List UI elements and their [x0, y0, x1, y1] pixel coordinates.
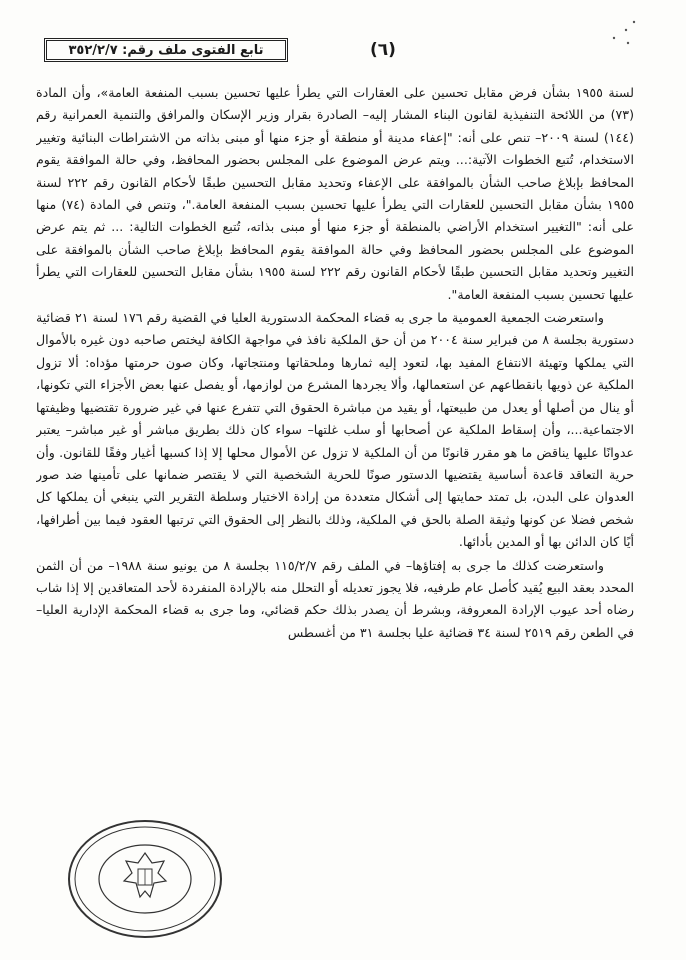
corner-marks — [598, 18, 638, 48]
paragraph: واستعرضت كذلك ما جرى به إفتاؤها– في الملف رقم ١١٥/٢/٧ بجلسة ٨ من يونيو سنة ١٩٨٨– من أن الثمن المحدد بعقد البيع يُقيد كأصل عام طرفيه، فلا يجوز تعديله أو التحلل منه بالإرادة المنفردة لأحد المتعاقدين إلا إذا شاب رضاه أحد عيوب الإرادة المعروفة، وبشرط أن يصدر بذلك حكم قضائي، وما جرى به قضاء المحكمة الإدارية العليا– في الطعن رقم ٢٥١٩ لسنة ٣٤ قضائية عليا بجلسة ٣١ من أغسطس — [36, 557, 634, 640]
paragraph: لسنة ١٩٥٥ بشأن فرض مقابل تحسين على العقارات التي يطرأ عليها تحسين بسبب المنفعة العامة»، وأن المادة (٧٣) من اللائحة التنفيذية لقانون البناء المشار إليه– الصادرة بقرار وزير الإسكان والمرافق والتنمية العمرانية رقم (١٤٤) لسنة ٢٠٠٩– تنص على أنه: "إعفاء مدينة أو منطقة أو جزء منها أو مبنى بذاته من الاشتراطات البنائية وتغيير الاستخدام، تُتبع الخطوات الآتية:... ويتم عرض الموضوع على المجلس بحضور المحافظ، وفي حالة الموافقة يقوم المحافظ بإبلاغ صاحب الشأن بالموافقة على الإعفاء وتحديد مقابل التحسين طبقًا لأحكام القانون رقم ٢٢٢ لسنة ١٩٥٥ بشأن مقابل التحسين للعقارات التي يطرأ عليها تحسين بسبب المنفعة العامة."، وتنص في المادة (٧٤) منها على أنه: "التغيير استخدام الأراضي بالمنطقة أو جزء منها أو مبنى بذاته، تُتبع الخطوات التالية: ... ثم يتم عرض الموضوع على المجلس بحضور المحافظ وفي حالة الموافقة يقوم المحافظ بإبلاغ صاحب الشأن بالموافقة على التغيير وتحديد مقابل التحسين طبقًا لأحكام القانون رقم ٢٢٢ لسنة ١٩٥٥ بشأن مقابل التحسين للعقارات التي يطرأ عليها تحسين بسبب المنفعة العامة". — [36, 85, 634, 302]
file-reference: تابع الفتوى ملف رقم: ٣٥٢/٢/٧ — [68, 42, 264, 58]
page-number: (٦) — [370, 40, 396, 60]
fatwa-body — [36, 82, 634, 812]
paragraph: واستعرضت الجمعية العمومية ما جرى به قضاء المحكمة الدستورية العليا في القضية رقم ١٧٦ لسنة ٢١ قضائية دستورية بجلسة ٨ من فبراير سنة ٢٠٠٤ من أن حق الملكية نافذ في مواجهة الكافة ليختص صاحبه دون غيره بالأموال التي يملكها وتهيئة الانتفاع المفيد بها، لتعود إليه ثمارها وملحقاتها ومنتجاتها، وكان صون حرمتها مؤداه: ألا تزول الملكية عن ذويها بانقطاعهم عن استعمالها، وألا يجردها المشرع من لوازمها، أو يفصل عنها بعض الأجزاء التي تكونها، أو ينال من أصلها أو يعدل من طبيعتها، أو يقيد من مباشرة الحقوق التي تتفرع عنها في غير ضرورة تقتضيها وظيفتها الاجتماعية...، وأن إسقاط الملكية عن أصحابها أو سلب غلتها– سواء كان ذلك بطريق مباشر أو غير مباشر– يعتبر عدوانًا عليها يناقض ما هو مقرر قانونًا من أن الملكية لا تزول عن الأموال محلها إلا إذا كسبها أغيار وفقًا للقانون. وأن حرية التعاقد قاعدة أساسية يقتضيها الدستور صونًا للحرية الشخصية التي لا يقتصر ضمانها على تأمينها ضد صور العدوان على البدن، بل تمتد حمايتها إلى أشكال متعددة من إرادة الاختيار وسلطة التقرير التي ينبغي أن يملكها كل شخص فضلا عن كونها وثيقة الصلة بالحق في الملكية، وذلك بالنظر إلى الحقوق التي ترتبها العقود فيما بين أطرافها، أيًا كان الدائن بها أو المدين بأدائها. — [36, 310, 634, 550]
file-reference-box — [44, 38, 288, 62]
state-council-seal — [66, 817, 224, 945]
